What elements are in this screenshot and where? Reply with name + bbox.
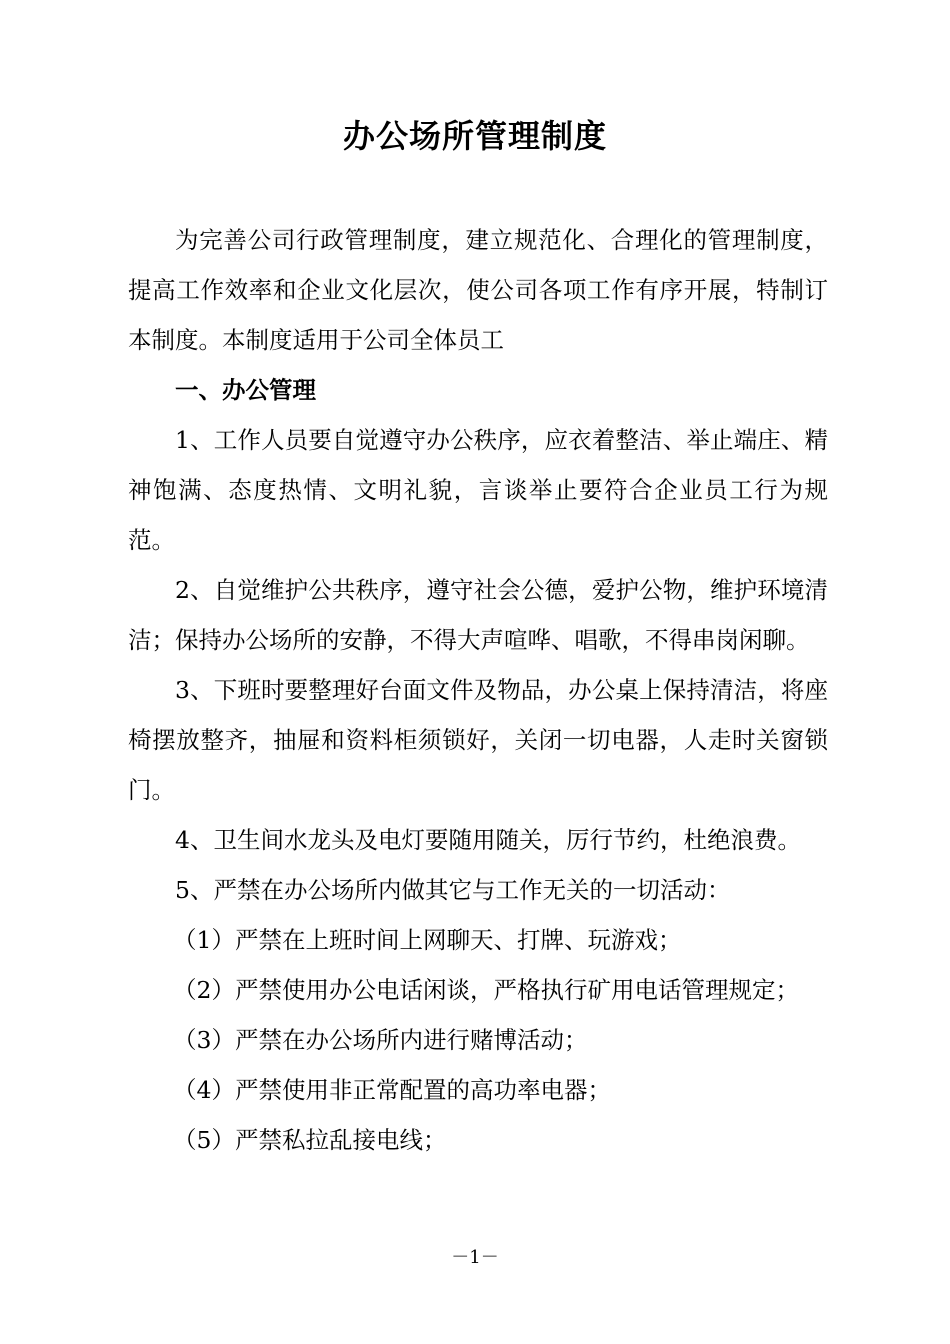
page-number: －1－ [451, 1247, 499, 1268]
prohibition-1: （1）严禁在上班时间上网聊天、打牌、玩游戏； [173, 926, 682, 954]
rule-4: 4、卫生间水龙头及电灯要随用随关，厉行节约，杜绝浪费。 [175, 826, 801, 854]
prohibition-4: （4）严禁使用非正常配置的高功率电器； [173, 1076, 611, 1104]
prohibition-2: （2）严禁使用办公电话闲谈，严格执行矿用电话管理规定； [173, 976, 799, 1004]
rule-2: 2、自觉维护公共秩序，遵守社会公德，爱护公物，维护环境清洁；保持办公场所的安静，不得大声喧哗、唱歌，不得串岗闲聊。 [128, 576, 828, 654]
rule-5: 5、严禁在办公场所内做其它与工作无关的一切活动： [175, 876, 731, 904]
rule-3: 3、下班时要整理好台面文件及物品，办公桌上保持清洁，将座椅摆放整齐，抽屉和资料柜须锁好，关闭一切电器，人走时关窗锁门。 [128, 676, 828, 804]
document-body [128, 215, 828, 1165]
section-heading-office-management: 一、办公管理 [175, 376, 316, 404]
intro-paragraph: 为完善公司行政管理制度，建立规范化、合理化的管理制度，提高工作效率和企业文化层次，使公司各项工作有序开展，特制订本制度。本制度适用于公司全体员工 [128, 226, 828, 354]
document-title: 办公场所管理制度 [342, 117, 607, 155]
rule-1: 1、工作人员要自觉遵守办公秩序，应衣着整洁、举止端庄、精神饱满、态度热情、文明礼貌，言谈举止要符合企业员工行为规范。 [128, 426, 828, 554]
prohibition-3: （3）严禁在办公场所内进行赌博活动； [173, 1026, 588, 1054]
prohibition-5: （5）严禁私拉乱接电线； [173, 1126, 447, 1154]
